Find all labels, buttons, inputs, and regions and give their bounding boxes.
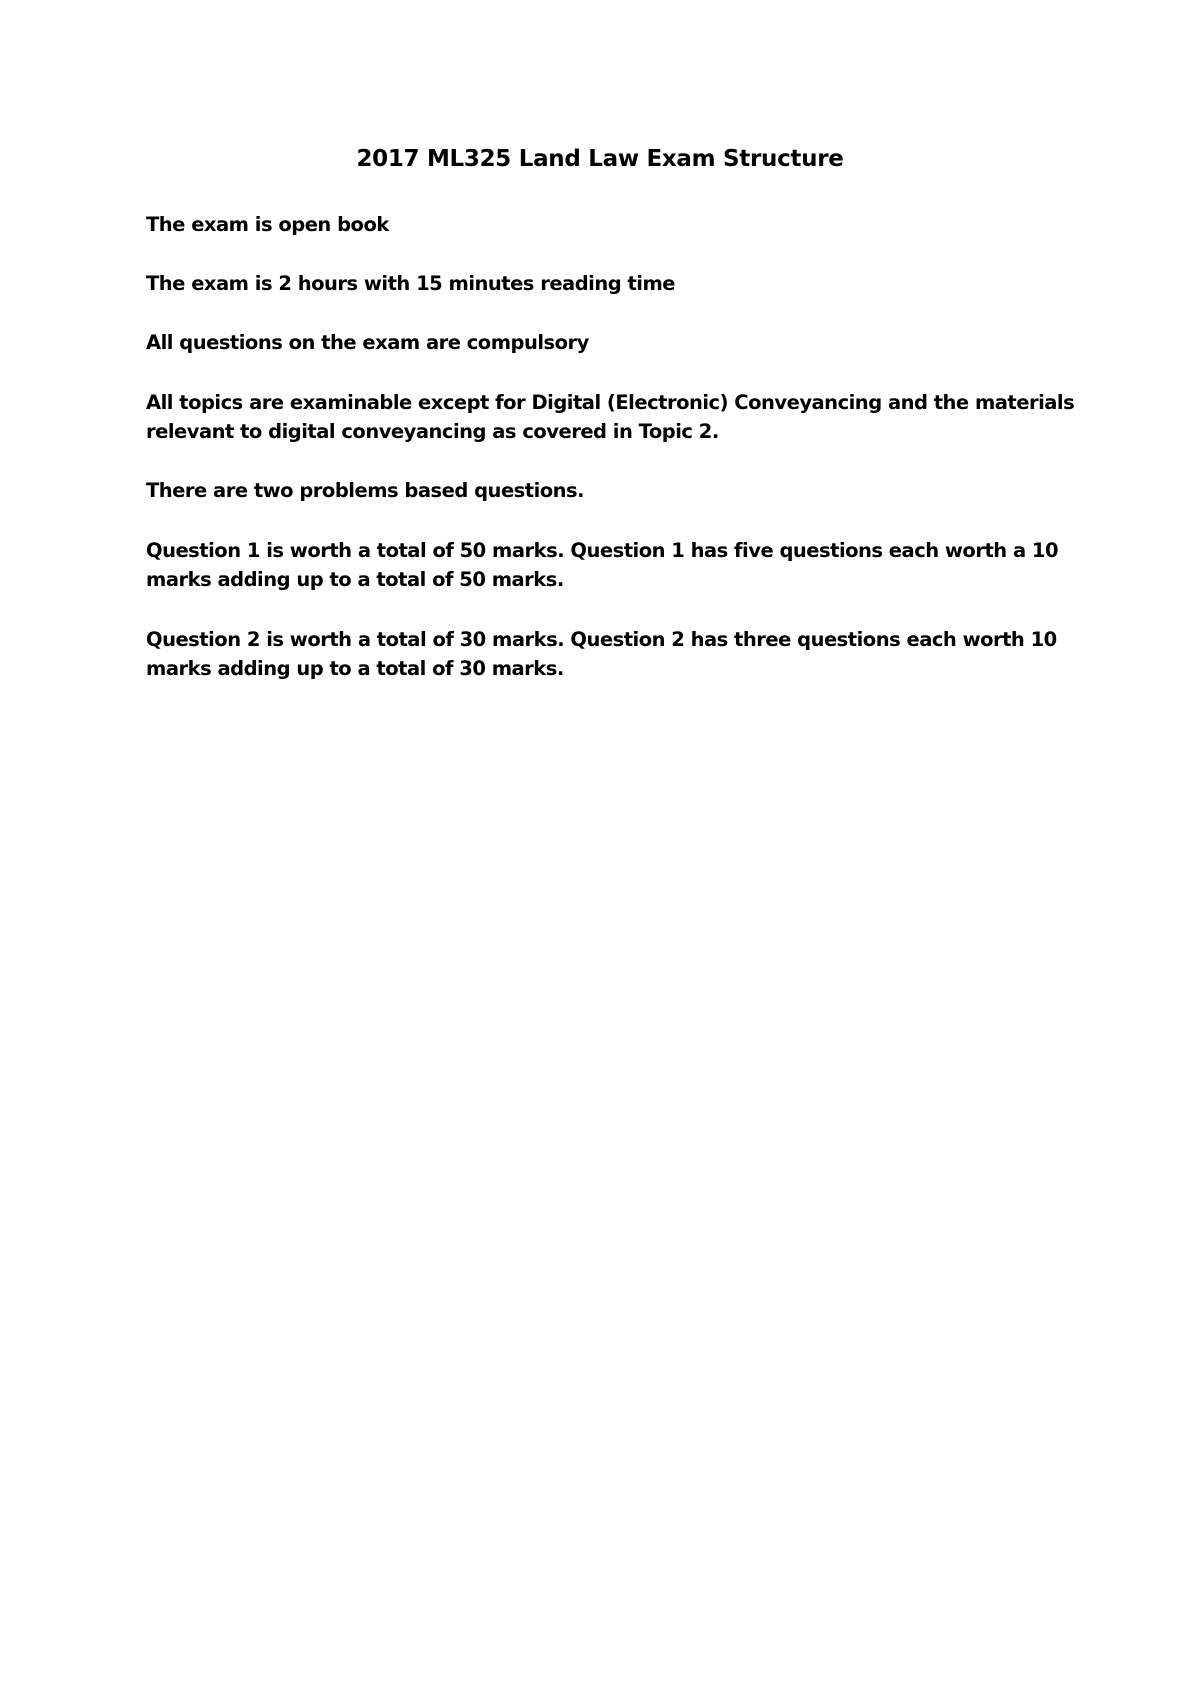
paragraph-open-book bbox=[146, 210, 1046, 239]
paragraph-line: marks adding up to a total of 30 marks. bbox=[146, 657, 564, 680]
paragraph-question-2 bbox=[146, 625, 1057, 683]
paragraph-problem-questions bbox=[146, 476, 1046, 505]
paragraph-line: All topics are examinable except for Digital (Electronic) Conveyancing and the materials bbox=[146, 391, 1075, 414]
paragraph-compulsory bbox=[146, 328, 1046, 357]
paragraph-line: Question 1 is worth a total of 50 marks. Question 1 has five questions each worth a 10 bbox=[146, 539, 1059, 562]
page-title: 2017 ML325 Land Law Exam Structure bbox=[356, 146, 844, 172]
paragraph-line: The exam is 2 hours with 15 minutes reading time bbox=[146, 272, 676, 295]
paragraph-question-1 bbox=[146, 536, 1059, 594]
paragraph-line: All questions on the exam are compulsory bbox=[146, 331, 589, 354]
paragraph-line: relevant to digital conveyancing as covered in Topic 2. bbox=[146, 420, 719, 443]
paragraph-duration bbox=[146, 269, 1046, 298]
paragraph-line: The exam is open book bbox=[146, 213, 389, 236]
paragraph-line: There are two problems based questions. bbox=[146, 479, 585, 502]
paragraph-examinable-topics bbox=[146, 388, 1075, 446]
paragraph-line: Question 2 is worth a total of 30 marks. Question 2 has three questions each worth 10 bbox=[146, 628, 1057, 651]
paragraph-line: marks adding up to a total of 50 marks. bbox=[146, 568, 564, 591]
